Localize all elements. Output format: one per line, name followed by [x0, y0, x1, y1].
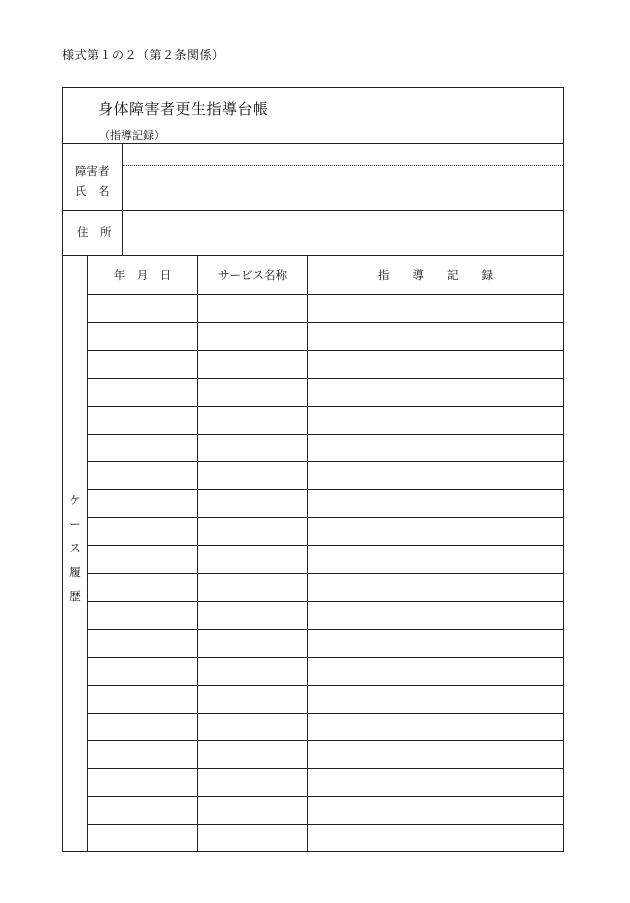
- name-field[interactable]: [123, 144, 563, 210]
- table-row[interactable]: [88, 462, 563, 489]
- address-field[interactable]: [123, 211, 563, 255]
- table-row[interactable]: [88, 323, 563, 350]
- table-row[interactable]: [88, 518, 563, 545]
- table-row[interactable]: [88, 435, 563, 462]
- case-history-char: ー: [69, 517, 81, 531]
- name-label-line1: 障害者: [75, 164, 110, 178]
- column-header-date: 年 月 日: [113, 267, 172, 282]
- table-row[interactable]: [88, 825, 563, 852]
- address-label: 住 所: [77, 225, 112, 239]
- table-row[interactable]: [88, 686, 563, 713]
- name-label-line2: 氏 名: [75, 184, 110, 198]
- table-row[interactable]: [88, 630, 563, 657]
- case-history-char: 歴: [69, 589, 81, 603]
- table-row[interactable]: [88, 602, 563, 629]
- case-history-char: ケ: [69, 493, 81, 507]
- table-row[interactable]: [88, 741, 563, 768]
- table-row[interactable]: [88, 658, 563, 685]
- form-subtitle: （指導記録）: [99, 129, 165, 142]
- case-history-label: [63, 488, 87, 608]
- case-history-char: ス: [69, 541, 81, 555]
- table-row[interactable]: [88, 490, 563, 517]
- table-row[interactable]: [88, 546, 563, 573]
- column-header-service: サービス名称: [218, 267, 287, 282]
- table-row[interactable]: [88, 295, 563, 322]
- table-row[interactable]: [88, 714, 563, 741]
- table-row[interactable]: [88, 407, 563, 434]
- case-history-char: 履: [69, 565, 81, 579]
- table-row[interactable]: [88, 574, 563, 601]
- column-header-record: 指 導 記 録: [378, 267, 493, 282]
- form-title: 身体障害者更生指導台帳: [98, 100, 269, 118]
- table-row[interactable]: [88, 351, 563, 378]
- form-number: 様式第１の２（第２条関係）: [62, 48, 225, 62]
- guidance-ledger-form: [62, 87, 564, 852]
- table-row[interactable]: [88, 379, 563, 406]
- table-row[interactable]: [88, 797, 563, 824]
- table-row[interactable]: [88, 769, 563, 796]
